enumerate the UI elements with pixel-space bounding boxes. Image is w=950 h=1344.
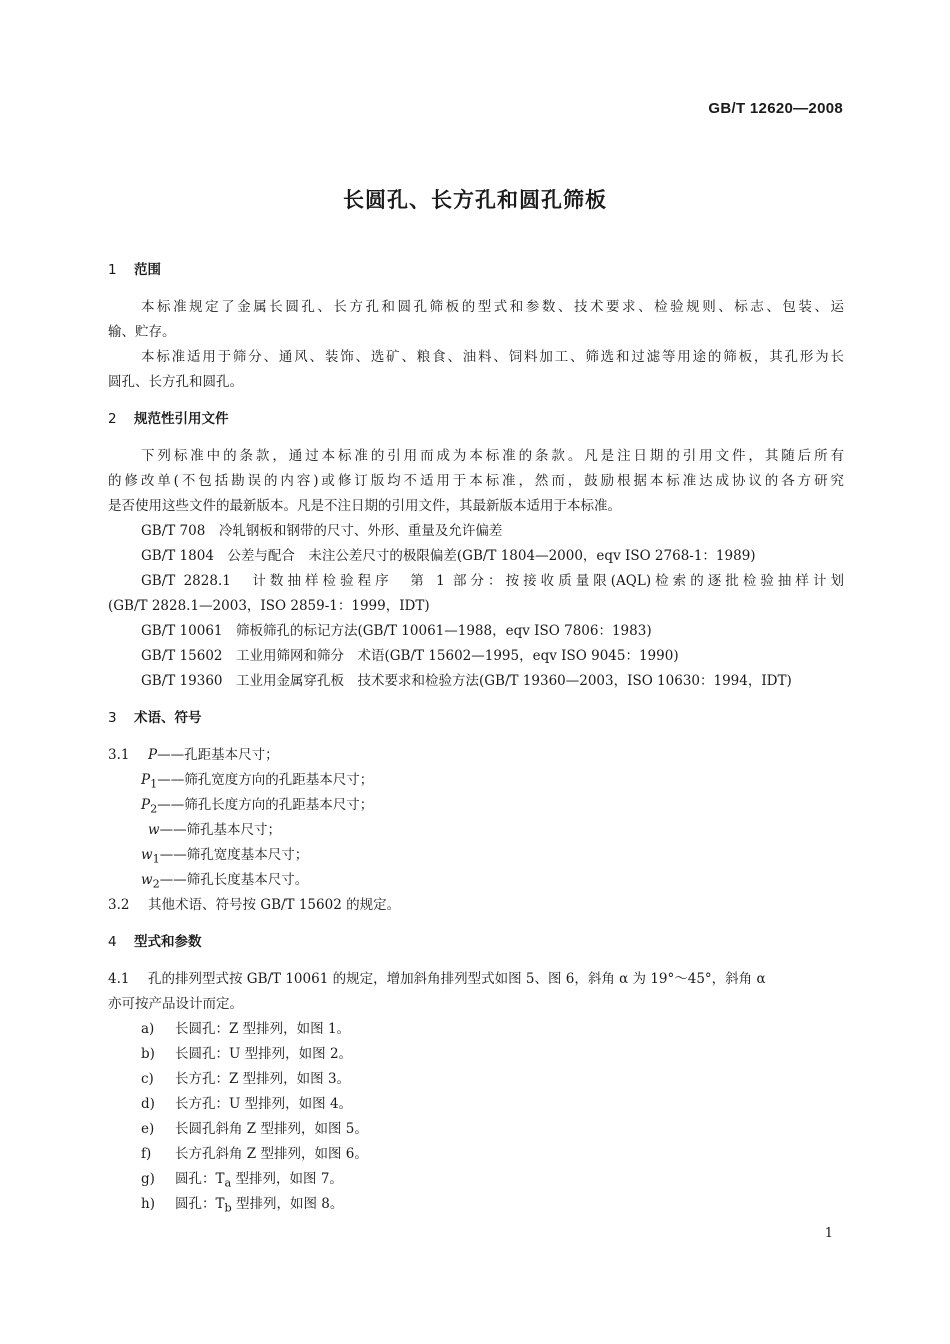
- paragraph-line: 下列标准中的条款，通过本标准的引用而成为本标准的条款。凡是注日期的引用文件，其随后所有: [141, 448, 844, 464]
- section-heading-3: 3 术语、符号: [108, 710, 202, 726]
- list-item: g) 圆孔：$T_a$ 型排列，如图 7。: [141, 1171, 343, 1190]
- reference-line: (GB/T 2828.1—2003，ISO 2859-1：1999，IDT): [108, 598, 430, 614]
- subclause-line: 3.2 其他术语、符号按 GB/T 15602 的规定。: [108, 897, 401, 913]
- list-item: c) 长方孔：Z 型排列，如图 3。: [141, 1071, 351, 1087]
- reference-line: GB/T 15602 工业用筛网和筛分 术语(GB/T 15602—1995，eqv ISO 9045：1990): [141, 648, 679, 664]
- document-body: [108, 258, 844, 1217]
- term-line: $P_1——$筛孔宽度方向的孔距基本尺寸；: [141, 772, 374, 791]
- paragraph-line: 亦可按产品设计而定。: [108, 996, 243, 1012]
- paragraph-line: 是否使用这些文件的最新版本。凡是不注日期的引用文件，其最新版本适用于本标准。: [108, 498, 621, 514]
- paragraph-line: 的修改单(不包括勘误的内容)或修订版均不适用于本标准，然而，鼓励根据本标准达成协议的各方研究: [108, 473, 844, 489]
- term-line: 3.1 P——孔距基本尺寸；: [108, 747, 279, 763]
- section-heading-4: 4 型式和参数: [108, 934, 202, 950]
- reference-line: GB/T 10061 筛板筛孔的标记方法(GB/T 10061—1988，eqv ISO 7806：1983): [141, 623, 652, 639]
- list-item: h) 圆孔：$T_b$ 型排列，如图 8。: [141, 1196, 344, 1215]
- term-line: $w_2——$筛孔长度基本尺寸。: [141, 872, 309, 891]
- paragraph-line: 圆孔、长方孔和圆孔。: [108, 374, 243, 390]
- reference-line: GB/T 1804 公差与配合 未注公差尺寸的极限偏差(GB/T 1804—2000，eqv ISO 2768-1：1989): [141, 548, 756, 564]
- list-item: b) 长圆孔：U 型排列，如图 2。: [141, 1046, 353, 1062]
- section-heading-2: 2 规范性引用文件: [108, 411, 229, 427]
- reference-line: GB/T 2828.1 计数抽样检验程序 第 1 部分：按接收质量限(AQL)检索的逐批检验抽样计划: [141, 573, 844, 589]
- page-number: 1: [824, 1226, 833, 1241]
- subclause-line: 4.1 孔的排列型式按 GB/T 10061 的规定，增加斜角排列型式如图 5、图 6，斜角 α 为 19°～45°，斜角 α: [108, 971, 766, 987]
- reference-line: GB/T 708 冷轧钢板和钢带的尺寸、外形、重量及允许偏差: [141, 523, 503, 539]
- list-item: f) 长方孔斜角 Z 型排列，如图 6。: [141, 1146, 368, 1162]
- list-item: e) 长圆孔斜角 Z 型排列，如图 5。: [141, 1121, 368, 1137]
- standard-code: GB/T 12620—2008: [708, 100, 843, 117]
- reference-line: GB/T 19360 工业用金属穿孔板 技术要求和检验方法(GB/T 19360—2003，ISO 10630：1994，IDT): [141, 673, 792, 689]
- term-line: w——筛孔基本尺寸；: [148, 822, 282, 838]
- document-title: 长圆孔、长方孔和圆孔筛板: [343, 188, 607, 212]
- list-item: a) 长圆孔：Z 型排列，如图 1。: [141, 1021, 351, 1037]
- paragraph-line: 输、贮存。: [108, 324, 176, 340]
- term-line: $P_2——$筛孔长度方向的孔距基本尺寸；: [141, 797, 374, 816]
- term-line: $w_1——$筛孔宽度基本尺寸；: [141, 847, 309, 866]
- section-heading-1: 1 范围: [108, 262, 161, 278]
- paragraph-line: 本标准规定了金属长圆孔、长方孔和圆孔筛板的型式和参数、技术要求、检验规则、标志、包装、运: [141, 299, 844, 315]
- list-item: d) 长方孔：U 型排列，如图 4。: [141, 1096, 353, 1112]
- paragraph-line: 本标准适用于筛分、通风、装饰、选矿、粮食、油料、饲料加工、筛选和过滤等用途的筛板，其孔形为长: [141, 349, 844, 365]
